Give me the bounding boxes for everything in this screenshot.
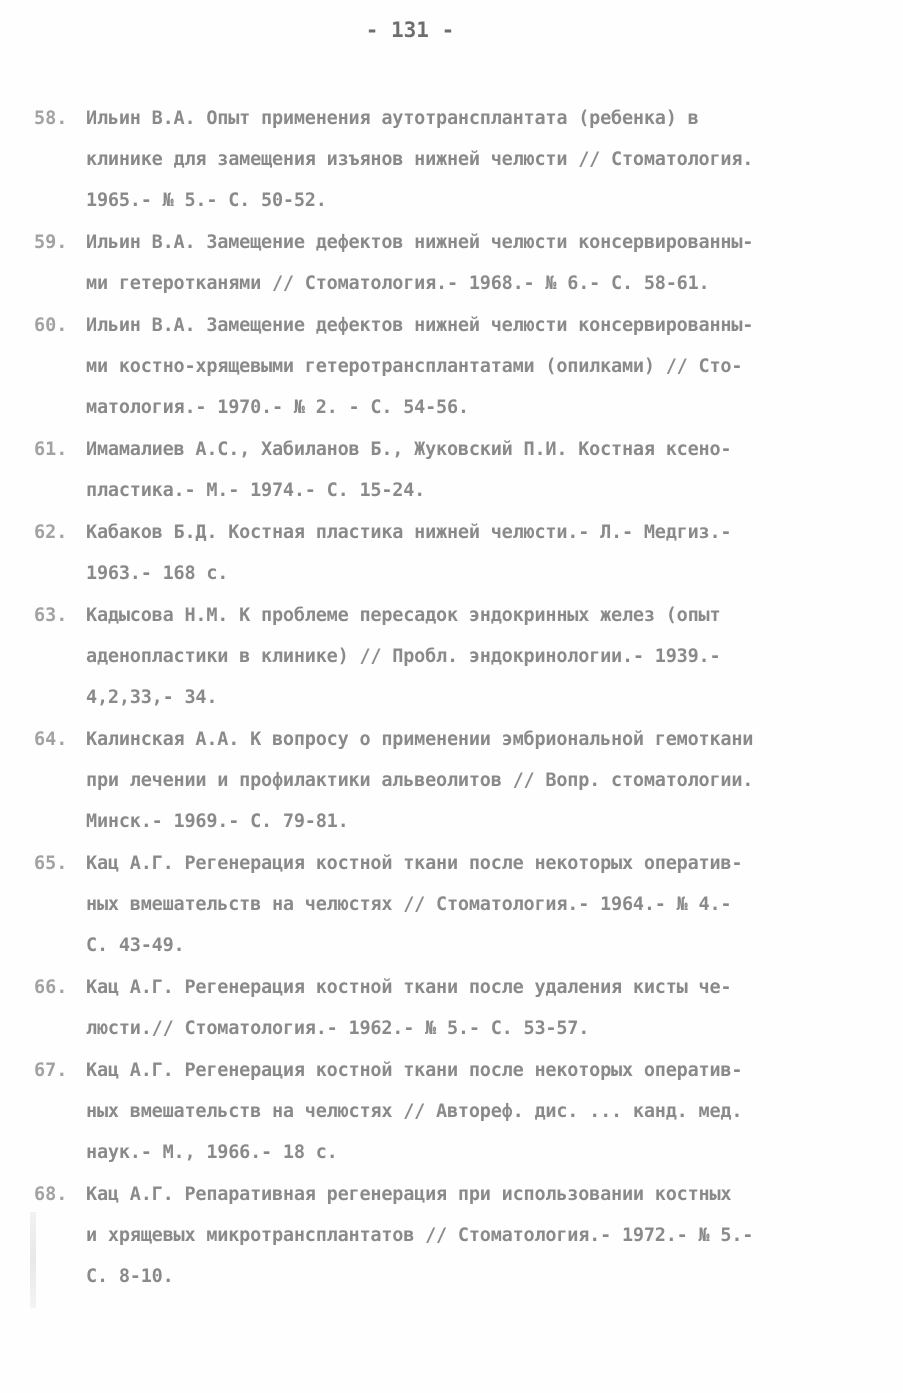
reference-line: ми костно-хрящевыми гетеротрансплантатами (опилками) // Сто- xyxy=(86,356,743,377)
reference-line: Ильин В.А. Замещение дефектов нижней челюсти консервированны- xyxy=(86,232,754,253)
reference-text xyxy=(86,595,886,718)
page-number: - 131 - xyxy=(365,18,455,42)
reference-line: 1963.- 168 с. xyxy=(86,563,229,584)
reference-line: Кац А.Г. Регенерация костной ткани после некоторых оператив- xyxy=(86,853,743,874)
reference-line: наук.- М., 1966.- 18 с. xyxy=(86,1142,338,1163)
reference-item xyxy=(34,429,886,511)
reference-text xyxy=(86,512,886,594)
reference-number: 64. xyxy=(34,729,68,750)
reference-item xyxy=(34,967,886,1049)
reference-line: и хрящевых микротрансплантатов // Стоматология.- 1972.- № 5.- xyxy=(86,1225,754,1246)
reference-number: 65. xyxy=(34,853,68,874)
reference-text xyxy=(86,719,886,842)
reference-line: клинике для замещения изъянов нижней челюсти // Стоматология. xyxy=(86,149,754,170)
reference-item xyxy=(34,305,886,428)
reference-number: 63. xyxy=(34,605,68,626)
reference-item xyxy=(34,1174,886,1297)
reference-line: Ильин В.А. Замещение дефектов нижней челюсти консервированны- xyxy=(86,315,754,336)
reference-item xyxy=(34,222,886,304)
reference-line: Кац А.Г. Регенерация костной ткани после удаления кисты че- xyxy=(86,977,732,998)
reference-text xyxy=(86,305,886,428)
reference-number: 67. xyxy=(34,1060,68,1081)
reference-number: 60. xyxy=(34,315,68,336)
reference-line: аденопластики в клинике) // Пробл. эндокринологии.- 1939.- xyxy=(86,646,721,667)
reference-item xyxy=(34,595,886,718)
reference-line: Калинская А.А. К вопросу о применении эмбриональной гемоткани xyxy=(86,729,754,750)
reference-text xyxy=(86,98,886,221)
reference-item xyxy=(34,512,886,594)
reference-line: Минск.- 1969.- С. 79-81. xyxy=(86,811,349,832)
reference-number: 66. xyxy=(34,977,68,998)
reference-number: 58. xyxy=(34,108,68,129)
reference-line: Кац А.Г. Регенерация костной ткани после некоторых оператив- xyxy=(86,1060,743,1081)
reference-line: Ильин В.А. Опыт применения аутотрансплантата (ребенка) в xyxy=(86,108,699,129)
reference-line: ных вмешательств на челюстях // Стоматология.- 1964.- № 4.- xyxy=(86,894,732,915)
reference-text xyxy=(86,843,886,966)
reference-number: 68. xyxy=(34,1184,68,1205)
reference-text xyxy=(86,967,886,1049)
reference-line: Кац А.Г. Репаративная регенерация при использовании костных xyxy=(86,1184,732,1205)
reference-line: Кадысова Н.М. К проблеме пересадок эндокринных желез (опыт xyxy=(86,605,721,626)
reference-line: 1965.- № 5.- С. 50-52. xyxy=(86,190,327,211)
reference-line: ных вмешательств на челюстях // Автореф. дис. ... канд. мед. xyxy=(86,1101,743,1122)
reference-line: Имамалиев А.С., Хабиланов Б., Жуковский П.И. Костная ксено- xyxy=(86,439,732,460)
reference-item xyxy=(34,719,886,842)
reference-line: при лечении и профилактики альвеолитов // Вопр. стоматологии. xyxy=(86,770,754,791)
reference-number: 61. xyxy=(34,439,68,460)
reference-line: Кабаков Б.Д. Костная пластика нижней челюсти.- Л.- Медгиз.- xyxy=(86,522,732,543)
reference-number: 62. xyxy=(34,522,68,543)
reference-list xyxy=(34,98,886,1297)
reference-line: пластика.- М.- 1974.- С. 15-24. xyxy=(86,480,426,501)
reference-line: С. 8-10. xyxy=(86,1266,174,1287)
reference-text xyxy=(86,1174,886,1297)
reference-item xyxy=(34,843,886,966)
reference-line: матология.- 1970.- № 2. - С. 54-56. xyxy=(86,397,469,418)
reference-line: люсти.// Стоматология.- 1962.- № 5.- С. 53-57. xyxy=(86,1018,590,1039)
reference-line: ми гетеротканями // Стоматология.- 1968.- № 6.- С. 58-61. xyxy=(86,273,710,294)
reference-item xyxy=(34,98,886,221)
reference-item xyxy=(34,1050,886,1173)
reference-line: С. 43-49. xyxy=(86,935,185,956)
reference-number: 59. xyxy=(34,232,68,253)
reference-line: 4,2,33,- 34. xyxy=(86,687,218,708)
reference-text xyxy=(86,222,886,304)
reference-text xyxy=(86,1050,886,1173)
reference-text xyxy=(86,429,886,511)
